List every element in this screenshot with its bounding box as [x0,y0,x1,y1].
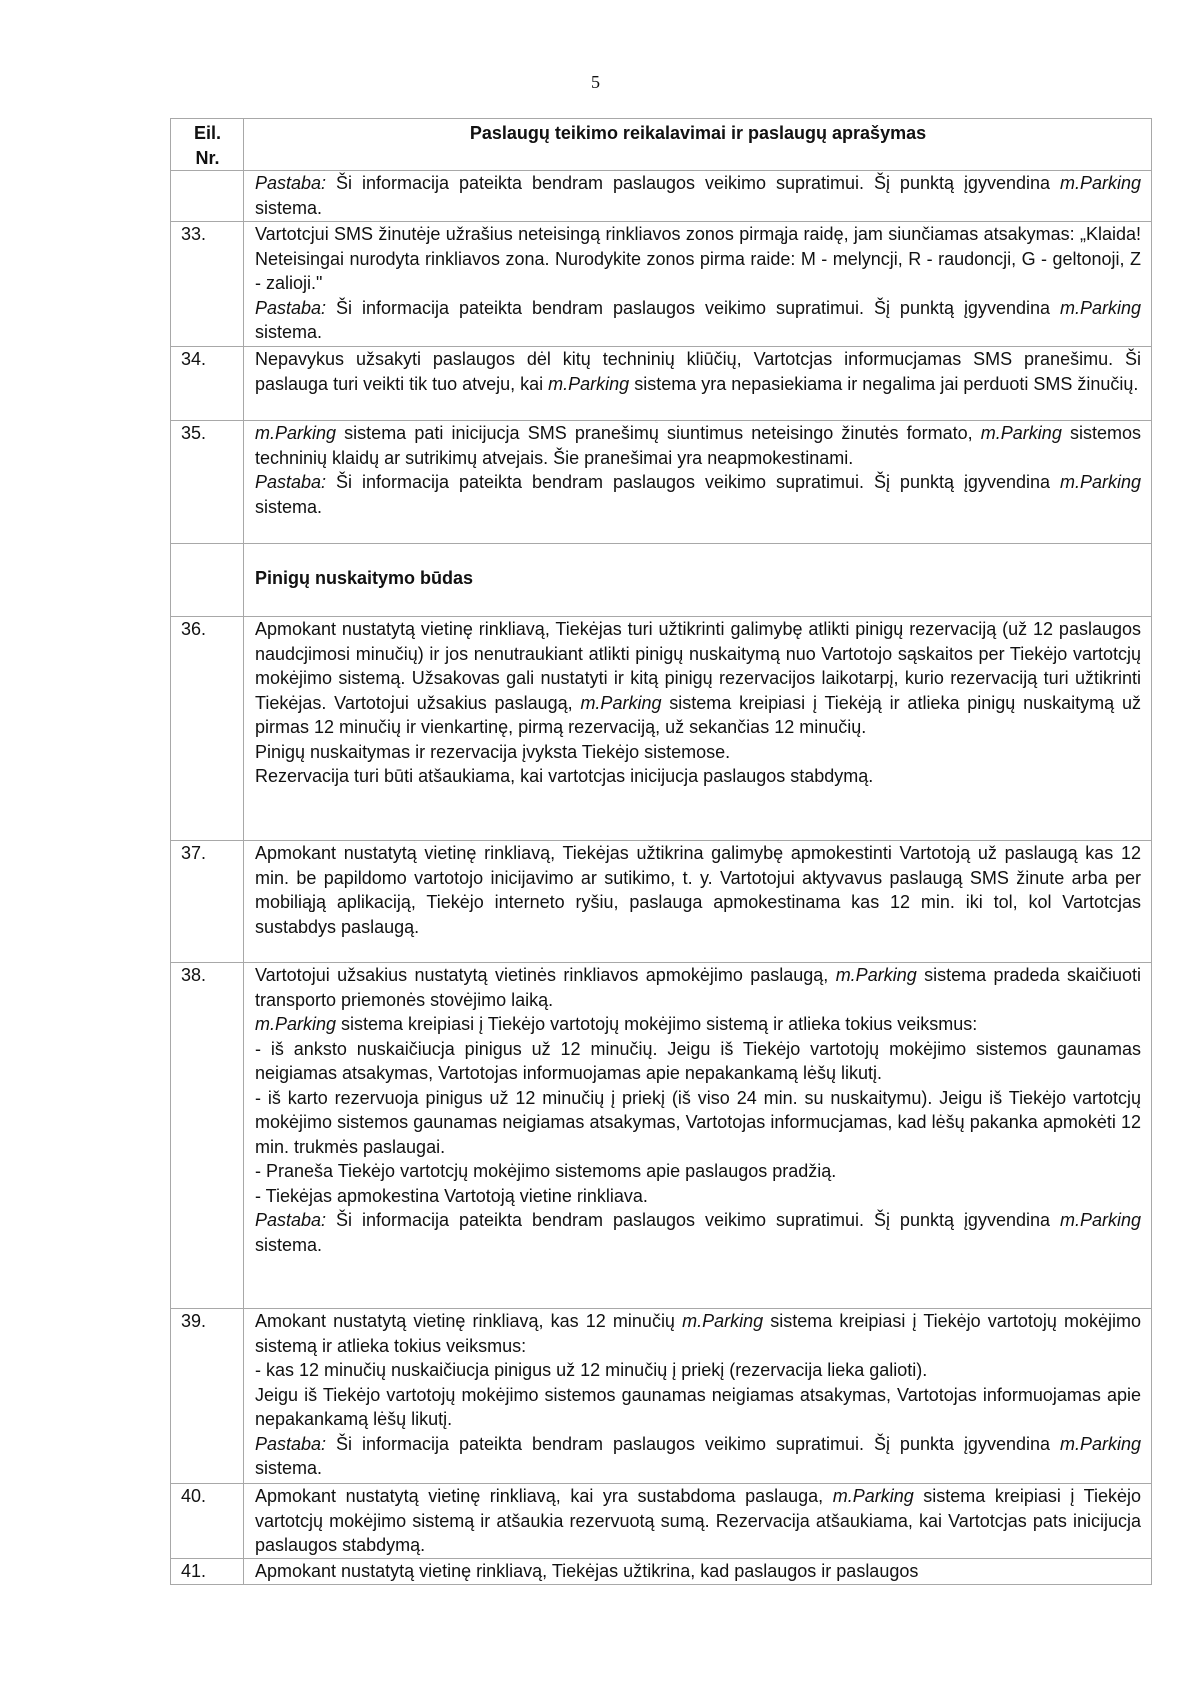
table-body [171,171,1152,1585]
italic-text: Pastaba: [255,297,327,318]
italic-text: m.Parking [580,692,662,713]
italic-text: Pastaba: [255,1210,327,1230]
row-description [244,544,1152,617]
italic-text: m.Parking [548,373,630,394]
paragraph [255,1208,1141,1257]
page-number: 5 [591,72,600,92]
paragraph [255,1358,1141,1383]
italic-text: Pastaba: [255,173,327,193]
paragraph [255,171,1141,220]
row-number: 33. [171,222,244,347]
text: - iš karto rezervuoja pinigus už 12 minučių į priekį (iš viso 24 min. su nuskaitymu). Jeigu iš Tiekėjo vartotcjų mokėjimo sistemos gaunamas neigiamas atsakymas, Vartotojas informucjamas, kad lėšų pakanka apmokėti 12 min. trukmės paslaugai. [255,1087,1141,1157]
paragraph [255,740,1141,765]
row-number: 41. [171,1559,244,1585]
text: sistema. [255,322,323,342]
text: sistema. [255,1458,323,1478]
paragraph [255,1159,1141,1184]
text: Apmokant nustatytą vietinę rinkliavą, kai yra sustabdoma paslauga, [255,1486,833,1506]
text: Apmokant nustatytą vietinę rinkliavą, Tiekėjas užtikrina, kad paslaugos ir paslaugos [255,1561,919,1581]
italic-text: m.Parking [1059,1433,1141,1454]
paragraph [255,841,1141,939]
text: sistema. [255,496,323,517]
table-row [171,347,1152,421]
row-number: 39. [171,1309,244,1484]
table-row [171,841,1152,963]
text: sistema pradeda skaičiuoti transporto priemonės stovėjimo laiką. [255,965,1141,1010]
italic-text: m.Parking [1059,297,1141,318]
table-row [171,421,1152,544]
text: Pinigų nuskaitymo būdas [255,568,474,588]
row-number [171,544,244,617]
row-number: 36. [171,617,244,841]
paragraph [255,1184,1141,1209]
table-row [171,617,1152,841]
paragraph [255,222,1141,296]
row-description [244,421,1152,544]
text: sistema yra nepasiekiama ir negalima jai perduoti SMS žinučių. [629,373,1139,394]
text: - iš anksto nuskaičiucja pinigus už 12 minučių. Jeigu iš Tiekėjo vartotojų mokėjimo sistemos gaunamas neigiamas atsakymas, Vartotojas informuojamas apie nepakankamą lėšų likutį. [255,1038,1141,1083]
row-number: 40. [171,1484,244,1559]
text: sistema kreipiasi į Tiekėjo vartotojų mokėjimo sistemą ir atlieka tokius veiksmus: [336,1014,978,1034]
italic-text: m.Parking [682,1311,764,1331]
paragraph [255,963,1141,1012]
text: Ši informacija pateikta bendram paslaugos veikimo supratimui. Šį punktą įgyvendina [326,297,1060,318]
row-description [244,617,1152,841]
paragraph [255,1037,1141,1086]
italic-text: m.Parking [980,423,1062,443]
paragraph [255,617,1141,740]
text: - Praneša Tiekėjo vartotcjų mokėjimo sistemoms apie paslaugos pradžią. [255,1161,837,1181]
text: Ši informacija pateikta bendram paslaugos veikimo supratimui. Šį punktą įgyvendina [326,173,1060,193]
text: Vartotcjui SMS žinutėje užrašius neteisingą rinkliavos zonos pirmąja raidę, jam siunčiamas atsakymas: „Klaida! Neteisingai nurodyta rinkliavos zona. Nurodykite zonos pirma raide: M - melyncji, R - raudoncji, G - geltonoji, Z - zalioji." [255,224,1141,293]
requirements-table [170,118,1152,1585]
paragraph [255,296,1141,345]
italic-text: Pastaba: [255,1433,327,1454]
header-row-number: Eil. Nr. [171,119,244,171]
text: sistema kreipiasi į Tiekėją ir atlieka pinigų nuskaitymą už pirmas 12 minučių ir vienkartinę, pirmą rezervaciją, už sekančias 12 minučių. [255,692,1141,737]
text: sistema. [255,197,323,218]
text: Vartotojui užsakius nustatytą vietinės rinkliavos apmokėjimo paslaugą, [255,965,836,985]
text: sistema kreipiasi į Tiekėjo vartotojų mokėjimo sistemą ir atlieka tokius veiksmus: [255,1311,1141,1356]
row-description [244,1559,1152,1585]
row-description [244,963,1152,1309]
italic-text: m.Parking [835,965,917,985]
row-number: 35. [171,421,244,544]
row-number: 37. [171,841,244,963]
paragraph [255,1383,1141,1432]
text: sistemos techninių klaidų ar sutrikimų atvejais. Šie pranešimai yra neapmokestinami. [255,423,1141,468]
header-description: Paslaugų teikimo reikalavimai ir paslaugų aprašymas [244,119,1152,171]
row-description [244,1484,1152,1559]
paragraph [255,1309,1141,1358]
row-description [244,347,1152,421]
text: Apmokant nustatytą vietinę rinkliavą, Tiekėjas užtikrina galimybę apmokestinti Vartotoją už paslaugą kas 12 min. be papildomo vartotojo inicijavimo ar sutikimo, t. y. Vartotojui aktyvavus paslaugą SMS žinute arba per mobiliąją aplikaciją, Tiekėjo interneto ryšiu, paslauga apmokestinama kas 12 min. iki tol, kol Vartotcjas sustabdys paslaugą. [255,843,1141,937]
table-row [171,963,1152,1309]
paragraph [255,1086,1141,1160]
text: sistema. [255,1234,323,1255]
text: sistema pati inicijucja SMS pranešimų siuntimus neteisingo žinutės formato, [336,423,981,443]
table-header-row [171,119,1152,171]
row-number [171,171,244,222]
paragraph [255,421,1141,470]
table-row [171,1559,1152,1585]
paragraph [255,1012,1141,1037]
italic-text: m.Parking [832,1486,914,1506]
italic-text: Pastaba: [255,472,327,492]
text: Pinigų nuskaitymas ir rezervacija įvyksta Tiekėjo sistemose. [255,741,731,762]
text: Ši informacija pateikta bendram paslaugos veikimo supratimui. Šį punkta įgyvendina [326,1433,1060,1454]
italic-text: m.Parking [1059,1210,1141,1230]
table-row [171,1309,1152,1484]
text: Rezervacija turi būti atšaukiama, kai vartotcjas inicijucja paslaugos stabdymą. [255,766,874,786]
italic-text: m.Parking [255,1014,337,1034]
row-number: 34. [171,347,244,421]
table-row [171,222,1152,347]
row-description [244,1309,1152,1484]
table-row [171,1484,1152,1559]
row-description [244,171,1152,222]
paragraph [255,470,1141,519]
row-description [244,841,1152,963]
italic-text: m.Parking [1059,472,1141,492]
text: Ši informacija pateikta bendram paslaugos veikimo supratimui. Šį punktą įgyvendina [326,1210,1060,1230]
paragraph [255,1432,1141,1481]
text: sistema kreipiasi į Tiekėjo vartotcjų mokėjimo sistemą ir atšaukia rezervuotą sumą. Rezervacija atšaukiama, kai Vartotcjas pats inicijucja paslaugos stabdymą. [255,1486,1142,1555]
section-heading [255,566,1141,591]
text: Amokant nustatytą vietinę rinkliavą, kas 12 minučių [255,1311,683,1331]
paragraph [255,1484,1141,1558]
row-number: 38. [171,963,244,1309]
paragraph [255,764,1141,789]
paragraph [255,1559,1141,1584]
text: Apmokant nustatytą vietinę rinkliavą, Tiekėjas turi užtikrinti galimybę atlikti pinigų rezervaciją (už 12 paslaugos naudcjimosi minučių) ir jos nenutraukiant atlikti pinigų nuskaitymą nuo Vartotojo sąskaitos per Tiekėjo vartotcjų mokėjimo sistemą. Užsakovas gali nustatyti ir kitą pinigų rezervacijos laikotarpį, kurio rezervaciją turi užtikrinti Tiekėjas. Vartotojui užsakius paslaugą, [255,619,1141,713]
section-heading-row [171,544,1152,617]
text: - Tiekėjas apmokestina Vartotoją vietine rinkliava. [255,1185,648,1206]
table-row [171,171,1152,222]
text: Jeigu iš Tiekėjo vartotojų mokėjimo sistemos gaunamas neigiamas atsakymas, Vartotojas informuojamas apie nepakankamą lėšų likutį. [255,1384,1141,1429]
row-description [244,222,1152,347]
italic-text: m.Parking [255,423,337,443]
italic-text: m.Parking [1059,173,1141,193]
text: Nepavykus užsakyti paslaugos dėl kitų techninių kliūčių, Vartotcjas informucjamas SMS pranešimu. Ši paslauga turi veikti tik tuo atveju, kai [255,349,1141,394]
text: - kas 12 minučių nuskaičiucja pinigus už 12 minučių į priekį (rezervacija lieka galioti). [255,1360,928,1380]
paragraph [255,347,1141,396]
text: Ši informacija pateikta bendram paslaugos veikimo supratimui. Šį punktą įgyvendina [326,472,1060,492]
